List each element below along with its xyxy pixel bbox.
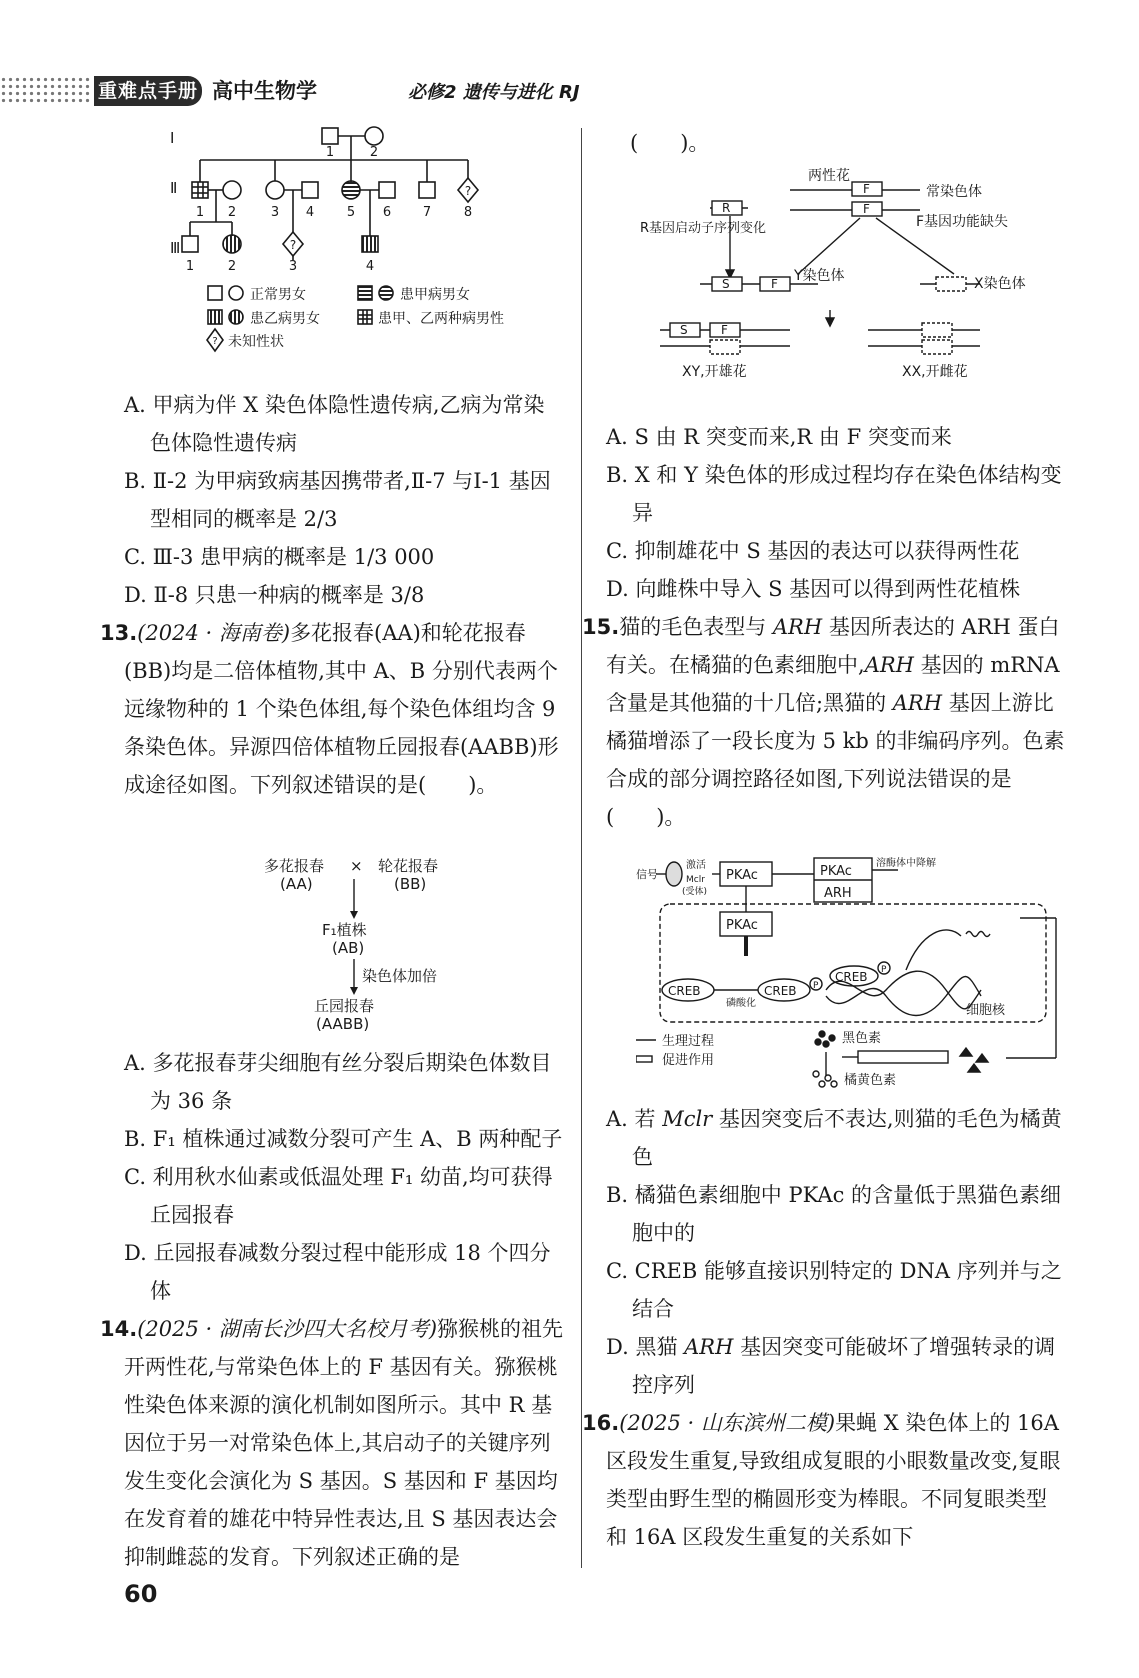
q13-breeding-diagram (250, 855, 470, 1035)
q15-phos: 磷酸化 (726, 998, 756, 1009)
q12-option-b: B. Ⅱ-2 为甲病致病基因携带者,Ⅱ-7 与Ⅰ-1 基因型相同的概率是 2/3 (124, 469, 551, 531)
ii-num-5: 5 (346, 205, 356, 220)
legend-jia: 患甲病男女 (400, 287, 470, 303)
left-column-text-1 (100, 386, 564, 804)
ii-num-8: 8 (463, 205, 473, 220)
q15-mclr: Mclr (686, 875, 705, 885)
q14-option-d: D. 向雌株中导入 S 基因可以得到两性花植株 (606, 577, 1021, 601)
q12-option-a: A. 甲病为伴 X 染色体隐性遗传病,乙病为常染色体隐性遗传病 (124, 393, 545, 455)
column-divider (581, 128, 582, 1568)
q15-option-a (606, 1100, 1066, 1176)
q14-x-chr: X染色体 (974, 276, 1026, 292)
q16-stem-text: 果蝇 X 染色体上的 16A 区段发生重复,导致组成复眼的小眼数量改变,复眼类型由野生型的椭圆形变为棒眼。不同复眼类型和 16A 区段发生重复的关系如下 (606, 1411, 1061, 1549)
q14-gene-s-y: S (722, 277, 730, 291)
q15-stem-part: 基因上游比橘猫增添了一段长度为 5 kb 的非编码序列。色素合成的部分调控路径如图,下列说法错误的是( )。 (606, 691, 1065, 829)
q15-creb-1: CREB (668, 984, 701, 998)
legend-both: 患甲、乙两种病男性 (378, 311, 504, 327)
q15-creb-2: CREB (764, 984, 797, 998)
q14-option-b: B. X 和 Y 染色体的形成过程均存在染色体结构变异 (606, 463, 1062, 525)
q15-gene-arh: ARH (684, 1335, 734, 1359)
ii-num-2: 2 (227, 205, 237, 220)
q13-product-genome: (AABB) (316, 1015, 370, 1033)
q14-bisexual: 两性花 (808, 168, 850, 184)
q14-xy-label: XY,开雄花 (682, 364, 747, 380)
q13-option-a: A. 多花报春芽尖细胞有丝分裂后期染色体数目为 36 条 (124, 1051, 552, 1113)
q12-option-d: D. Ⅱ-8 只患一种病的概率是 3/8 (124, 583, 425, 607)
unknown-mark-ii8: ? (464, 184, 472, 198)
ii-num-3: 3 (270, 205, 280, 220)
q15-gene-mclr: Mclr (662, 1107, 713, 1131)
q14-answer-blank: ( )。 (630, 131, 710, 155)
q15-option-d-part: D. 黑猫 (606, 1335, 685, 1359)
legend-yi: 患乙病男女 (250, 311, 320, 327)
q15-nucleus: 细胞核 (966, 1003, 1006, 1018)
gen-label-2: Ⅱ (170, 179, 178, 197)
iii-num-4: 4 (365, 259, 375, 274)
q15-pkac-1: PKAc (726, 868, 758, 883)
q14-y-chr: Y染色体 (794, 268, 845, 284)
q15-pathway-diagram (636, 852, 1066, 1088)
q14-number: 14. (100, 1317, 138, 1341)
q15-legend-process: 生理过程 (662, 1034, 715, 1049)
q14-gene-f-top: F (863, 182, 870, 196)
q15-stem (582, 608, 1066, 836)
right-column-text-1 (582, 418, 1066, 836)
pedigree-chart (170, 126, 540, 378)
q15-stem-part: 猫的毛色表型与 (619, 615, 773, 639)
q15-option-c: C. CREB 能够直接识别特定的 DNA 序列并与之结合 (606, 1259, 1062, 1321)
q14-evolution-diagram (640, 166, 1060, 418)
q15-creb-3: CREB (835, 970, 868, 984)
q13-option-b: B. F₁ 植株通过减数分裂可产生 A、B 两种配子 (124, 1127, 563, 1151)
q13-parent2: 轮花报春 (378, 857, 439, 875)
q13-parent1-genome: (AA) (280, 875, 313, 893)
q16-source: (2025 · 山东滨州二模) (619, 1411, 836, 1435)
q15-pkac-arh-top: PKAc (820, 864, 852, 879)
q14-autosome: 常染色体 (926, 184, 982, 200)
q15-legend-promote: 促进作用 (662, 1053, 715, 1068)
left-column-text-2 (100, 1044, 564, 1576)
q15-gene-arh: ARH (892, 691, 943, 715)
q14-gene-s-xy: S (680, 323, 688, 337)
q15-p-1: P (813, 981, 819, 991)
ii-num-6: 6 (382, 205, 392, 220)
q14-stem-text: 猕猴桃的祖先开两性花,与常染色体上的 F 基因有关。猕猴桃性染色体来源的演化机制如图所示。其中 R 基因位于另一对常染色体上,其启动子的关键序列发生变化会演化为 S 基因。S 基因和 F 基因均在发育着的雄花中特异性表达,且 S 基因表达会抑制雌蕊的发育。下列叙述正确的是 (124, 1317, 564, 1569)
q15-option-d-part: 基因突变可能破坏了增强转录的调控序列 (632, 1335, 1056, 1397)
ii-num-4: 4 (305, 205, 315, 220)
header-tag: 重难点手册 (94, 76, 202, 106)
q15-option-d (606, 1328, 1066, 1404)
q13-option-d: D. 丘园报春减数分裂过程中能形成 18 个四分体 (124, 1241, 551, 1303)
q16-stem (582, 1404, 1066, 1556)
q15-pkac-2: PKAc (726, 918, 758, 933)
iii-num-2: 2 (227, 259, 237, 274)
q14-option-a: A. S 由 R 突变而来,R 由 F 突变而来 (606, 425, 952, 449)
q13-option-c: C. 利用秋水仙素或低温处理 F₁ 幼苗,均可获得丘园报春 (124, 1165, 553, 1227)
q15-p-2: P (881, 965, 887, 975)
legend-unknown: 未知性状 (228, 334, 284, 350)
q13-stem-text: 多花报春(AA)和轮花报春(BB)均是二倍体植物,其中 A、B 分别代表两个远缘物种的 1 个染色体组,每个染色体组均含 9 条染色体。异源四倍体植物丘园报春(AABB)形成途径如图。下列叙述错误的是( )。 (124, 621, 559, 797)
q14-gene-r: R (722, 201, 731, 215)
q15-gene-arh: ARH (864, 653, 914, 677)
q13-f1: F₁植株 (322, 921, 367, 939)
gen-label-3: Ⅲ (170, 239, 181, 257)
q14-source: (2025 · 湖南长沙四大名校月考) (137, 1317, 438, 1341)
q16-number: 16. (582, 1411, 620, 1435)
right-column-text-2 (582, 1100, 1066, 1556)
q15-receptor: (受体) (682, 887, 708, 897)
q12-option-c: C. Ⅲ-3 患甲病的概率是 1/3 000 (124, 545, 435, 569)
q15-arh: ARH (824, 886, 852, 901)
q15-orange: 橘黄色素 (844, 1073, 897, 1088)
q14-xx-label: XX,开雌花 (902, 364, 968, 380)
header-title: 高中生物学 (212, 79, 317, 103)
q14-gene-f-top2: F (863, 202, 870, 216)
q13-doubling: 染色体加倍 (362, 967, 438, 985)
q13-source: (2024 · 海南卷) (137, 621, 291, 645)
q15-number: 15. (582, 615, 620, 639)
unknown-mark-iii3: ? (289, 238, 297, 252)
q14-stem (100, 1310, 564, 1576)
ii-num-7: 7 (422, 205, 432, 220)
q13-stem (100, 614, 564, 804)
q13-f1-genome: (AB) (332, 939, 365, 957)
q14-gene-f-xy: F (721, 323, 728, 337)
header-dot-pattern (0, 76, 92, 104)
header-subtitle: 必修2 遗传与进化 RJ (408, 82, 580, 103)
gen-label-1: Ⅰ (170, 129, 175, 147)
iii-num-1: 1 (185, 259, 195, 274)
q13-product: 丘园报春 (314, 997, 375, 1015)
q13-number: 13. (100, 621, 138, 645)
ii-num-1: 1 (195, 205, 205, 220)
i-num-2: 2 (369, 145, 379, 160)
legend-unknown-mark: ? (212, 336, 218, 347)
q13-cross: × (350, 857, 363, 875)
q15-gene-arh: ARH (772, 615, 823, 639)
q15-black: 黑色素 (842, 1031, 882, 1046)
q15-option-b: B. 橘猫色素细胞中 PKAc 的含量低于黑猫色素细胞中的 (606, 1183, 1062, 1245)
q14-gene-f-y: F (771, 277, 778, 291)
q15-option-a-part: A. 若 (606, 1107, 663, 1131)
q15-option-a-part: 基因突变后不表达,则猫的毛色为橘黄色 (632, 1107, 1062, 1169)
q13-parent1: 多花报春 (264, 857, 325, 875)
iii-num-3: 3 (288, 259, 298, 274)
q13-parent2-genome: (BB) (394, 875, 427, 893)
q14-r-label: R基因启动子序列变化 (640, 221, 767, 236)
q15-degrade: 溶酶体中降解 (876, 858, 936, 869)
q14-option-c: C. 抑制雄花中 S 基因的表达可以获得两性花 (606, 539, 1020, 563)
page-number: 60 (124, 1580, 158, 1608)
q15-activate: 激活 (686, 860, 706, 871)
i-num-1: 1 (325, 145, 335, 160)
q15-signal: 信号 (636, 868, 658, 881)
q14-f-loss: F基因功能缺失 (916, 214, 1009, 230)
legend-normal: 正常男女 (250, 287, 306, 303)
q15-stem-part: 基因所表达的 ARH 蛋白有关。在橘猫的色素细胞中, (606, 615, 1060, 677)
q15-stem-part: 基因的 mRNA 含量是其他猫的十几倍;黑猫的 (606, 653, 1060, 715)
